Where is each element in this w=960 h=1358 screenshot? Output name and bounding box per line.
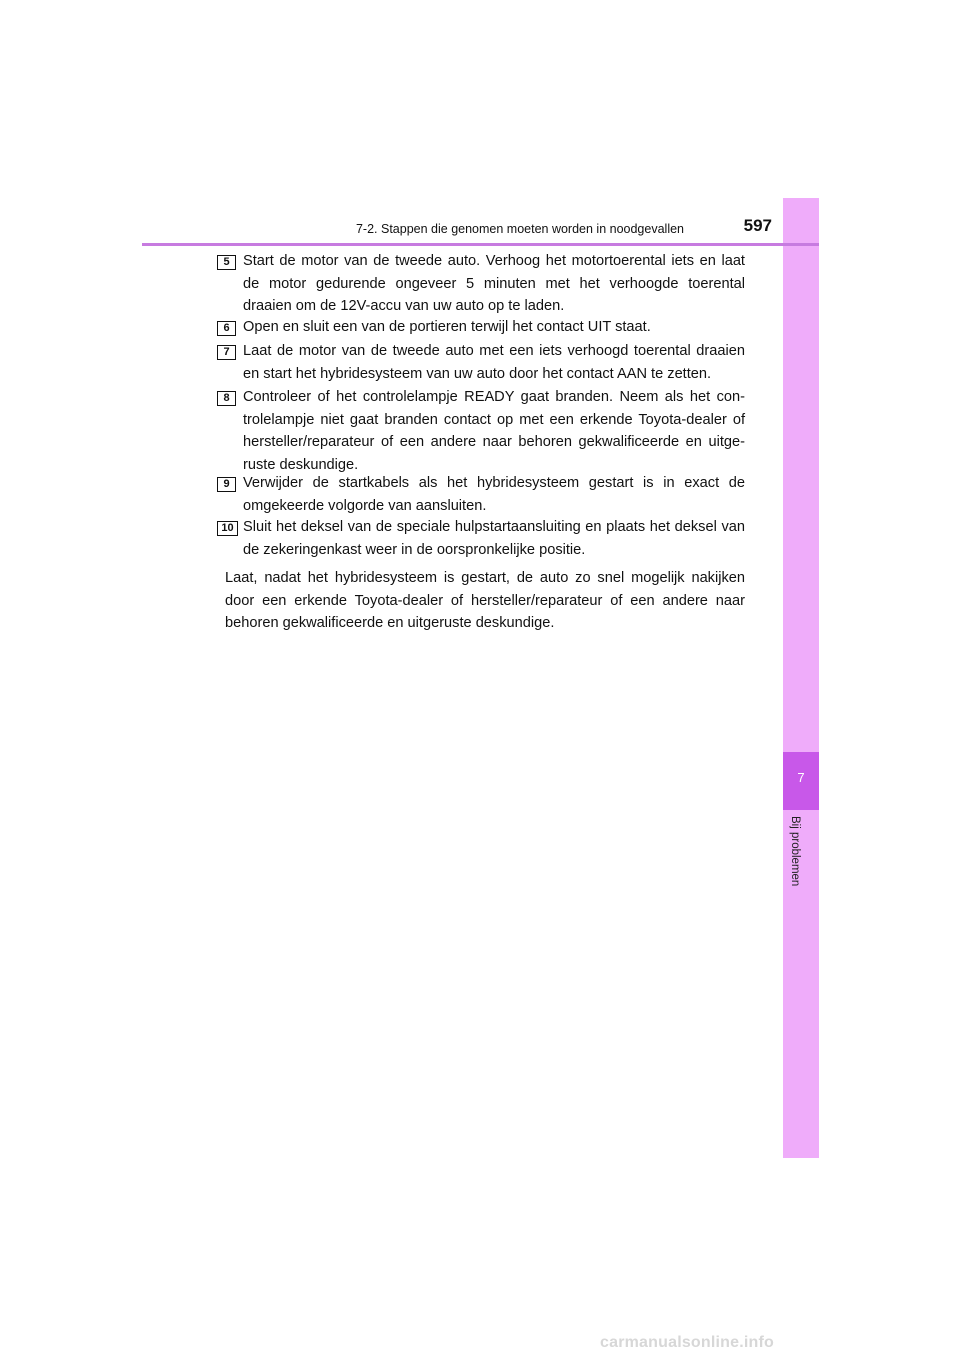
step-text: Open en sluit een van de portieren terwijl het contact UIT staat. xyxy=(243,319,651,335)
step-number-badge: 6 xyxy=(217,321,236,336)
page-number: 597 xyxy=(743,216,772,235)
step-text: Verwijder de startkabels als het hybridesysteem gestart is in exact de omgekeerde volgorde van aansluiten. xyxy=(243,475,745,514)
step-text: Sluit het deksel van de speciale hulpstartaansluiting en plaats het deksel van de zekeringenkast weer in de oorspronkelijke positie. xyxy=(243,519,745,558)
step-number-badge: 10 xyxy=(217,521,238,536)
section-title: 7-2. Stappen die genomen moeten worden in noodgevallen xyxy=(355,222,684,236)
header-rule xyxy=(142,243,819,246)
step-number-badge: 5 xyxy=(217,255,236,270)
step-number-badge: 8 xyxy=(217,391,236,406)
step-text: Controleer of het controlelampje READY gaat branden. Neem als het controlelampje niet gaat branden contact op met een erkende Toyota-dealer of hersteller/reparateur of een andere naar behoren gekwalificeerde en uitgeruste deskundige. xyxy=(243,389,745,473)
chapter-label: Bij problemen xyxy=(789,816,801,887)
step-number-badge: 7 xyxy=(217,345,236,360)
step-text: Laat de motor van de tweede auto met een iets verhoogd toerental draaien en start het hybridesysteem van uw auto door het contact AAN te zetten. xyxy=(243,343,745,382)
step-text: Start de motor van de tweede auto. Verhoog het motortoerental iets en laat de motor gedurende ongeveer 5 minuten met het verhoogde toerental draaien om de 12V-accu van uw auto op te laden. xyxy=(243,253,745,314)
chapter-side-tab xyxy=(783,198,819,1158)
chapter-number: 7 xyxy=(797,770,805,785)
watermark: carmanualsonline.info xyxy=(600,1334,775,1351)
note-paragraph: Laat, nadat het hybridesysteem is gestart, de auto zo snel mogelijk nakijken door een erkende Toyota-dealer of hersteller/reparateur of een andere naar behoren gekwalificeerde en uitgeruste deskundige. xyxy=(225,570,745,631)
step-number-badge: 9 xyxy=(217,477,236,492)
